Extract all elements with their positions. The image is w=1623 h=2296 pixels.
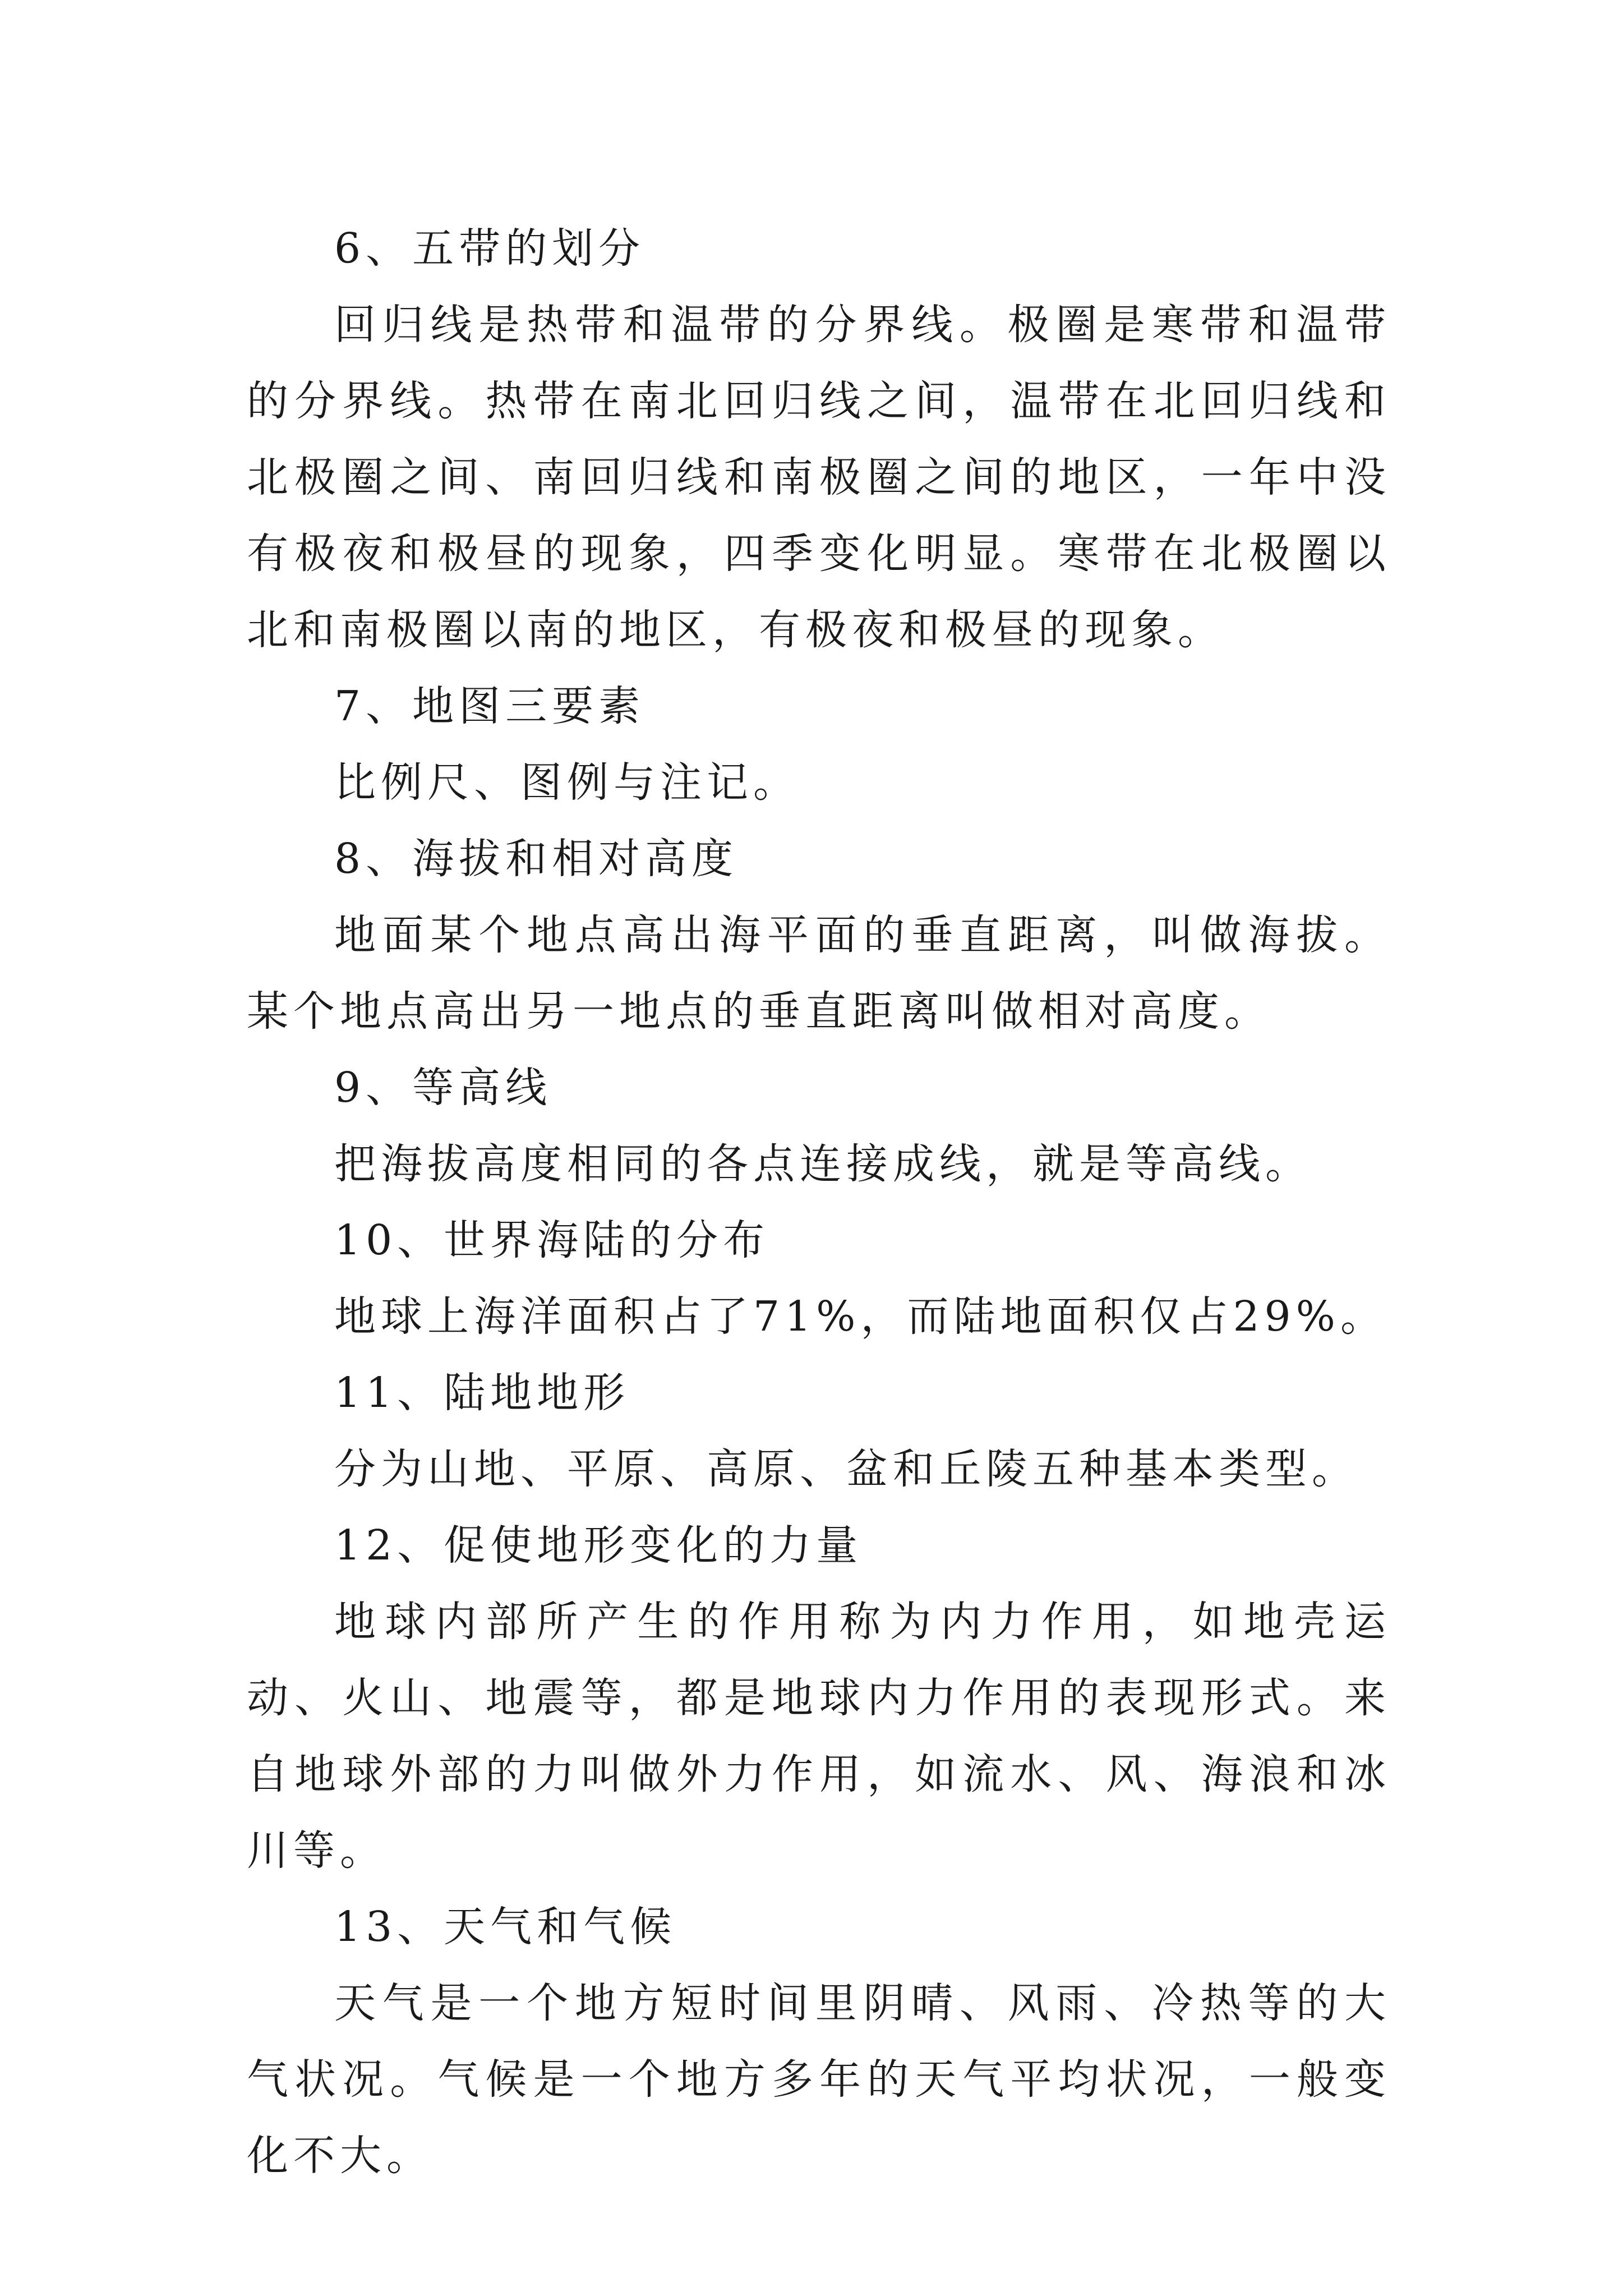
section-heading-forces: 12、促使地形变化的力量: [334, 1521, 863, 1570]
section-heading-map-elements: 7、地图三要素: [334, 682, 645, 730]
paragraph-land-sea: 地球上海洋面积占了71%，而陆地面积仅占29%。: [334, 1292, 1387, 1341]
section-heading-five-zones: 6、五带的划分: [334, 224, 645, 273]
paragraph-five-zones: 回归线是热带和温带的分界线。极圈是寒带和温带的分界线。热带在南北回归线之间，温带在北回归线和北极圈之间、南回归线和南极圈之间的地区，一年中没有极夜和极昼的现象，四季变化明显。寒带在北极圈以北和南极圈以南的地区，有极夜和极昼的现象。: [247, 301, 1391, 654]
paragraph-weather-climate: 天气是一个地方短时间里阴晴、风雨、冷热等的大气状况。气候是一个地方多年的天气平均状况，一般变化不大。: [247, 1979, 1391, 2180]
section-heading-weather-climate: 13、天气和气候: [334, 1903, 677, 1951]
document-body: [247, 210, 1391, 2194]
section-heading-landforms: 11、陆地地形: [334, 1369, 630, 1417]
paragraph-landforms: 分为山地、平原、高原、盆和丘陵五种基本类型。: [334, 1445, 1358, 1493]
section-heading-contour: 9、等高线: [334, 1064, 552, 1112]
section-heading-land-sea: 10、世界海陆的分布: [334, 1216, 770, 1264]
paragraph-map-elements: 比例尺、图例与注记。: [334, 758, 800, 807]
paragraph-contour: 把海拔高度相同的各点连接成线，就是等高线。: [334, 1140, 1312, 1188]
paragraph-altitude: 地面某个地点高出海平面的垂直距离，叫做海拔。某个地点高出另一地点的垂直距离叫做相对高度。: [247, 911, 1391, 1036]
section-heading-altitude: 8、海拔和相对高度: [334, 835, 739, 883]
paragraph-forces: 地球内部所产生的作用称为内力作用，如地壳运动、火山、地震等，都是地球内力作用的表现形式。来自地球外部的力叫做外力作用，如流水、风、海浪和冰川等。: [247, 1598, 1391, 1875]
